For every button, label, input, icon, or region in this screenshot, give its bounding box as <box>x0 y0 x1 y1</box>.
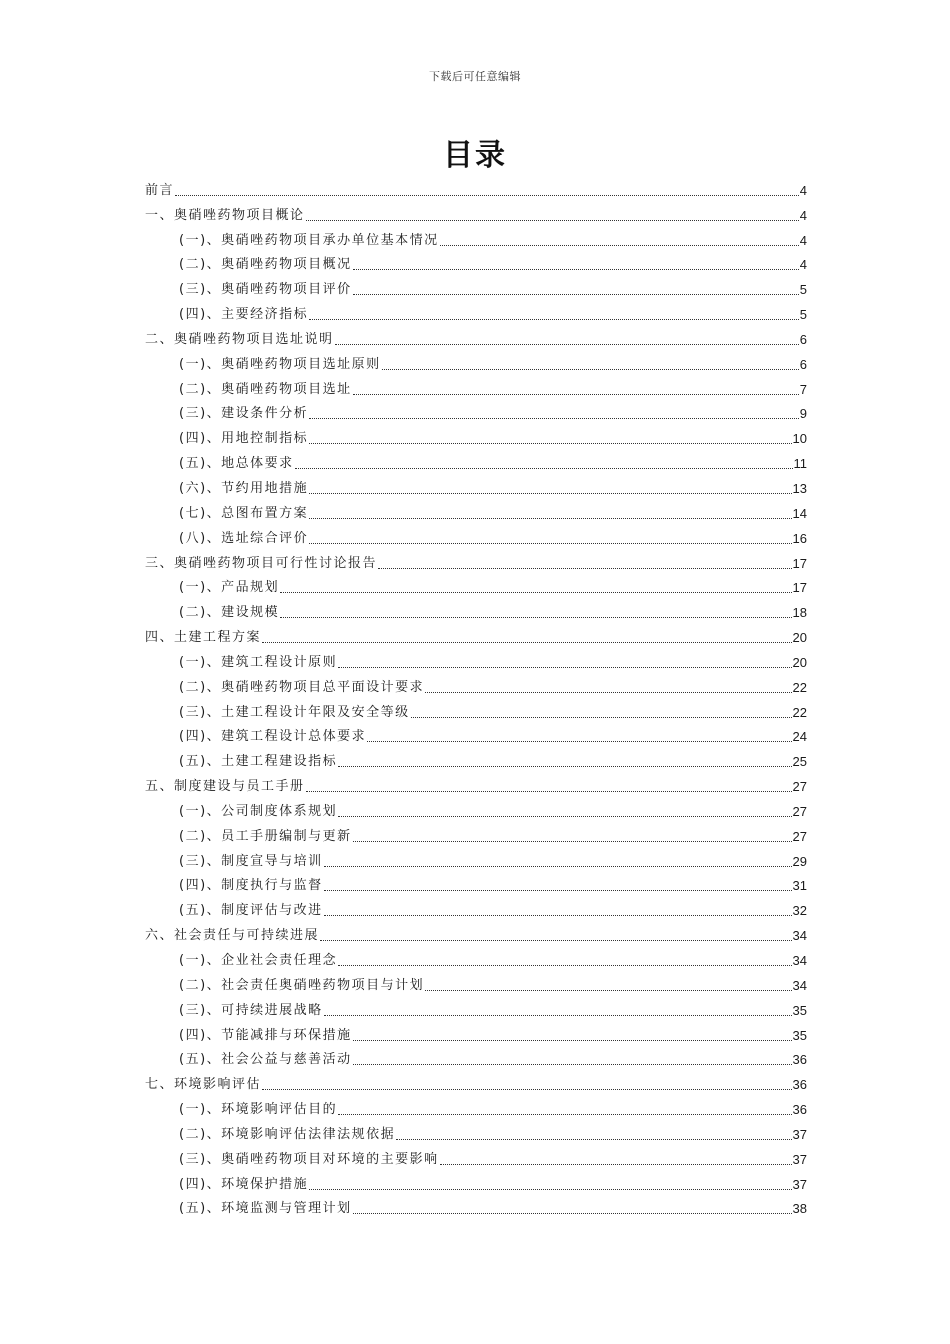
toc-dot-leader <box>396 1139 791 1140</box>
toc-dot-leader <box>335 344 799 345</box>
toc-entry-page-number: 37 <box>792 1151 807 1167</box>
toc-entry-label: 二、奥硝唑药物项目选址说明 <box>145 331 334 347</box>
toc-entry[interactable] <box>145 250 807 275</box>
toc-entry-label: 六、社会责任与可持续进展 <box>145 928 320 944</box>
toc-entry[interactable] <box>145 771 807 796</box>
toc-entry-label: (二)、建设规模 <box>179 605 280 621</box>
toc-entry[interactable] <box>145 374 807 399</box>
toc-entry[interactable] <box>145 448 807 473</box>
toc-entry-label: (一)、奥硝唑药物项目选址原则 <box>179 356 381 372</box>
toc-entry-label: (八)、选址综合评价 <box>179 530 309 546</box>
toc-entry-page-number: 18 <box>792 605 807 621</box>
toc-entry[interactable] <box>145 1119 807 1144</box>
toc-entry[interactable] <box>145 622 807 647</box>
toc-dot-leader <box>440 1164 792 1165</box>
toc-entry-page-number: 34 <box>792 977 807 993</box>
toc-dot-leader <box>338 766 791 767</box>
toc-entry-page-number: 17 <box>792 580 807 596</box>
toc-entry-label: 前言 <box>145 182 175 198</box>
table-of-contents <box>145 175 807 1218</box>
toc-entry[interactable] <box>145 895 807 920</box>
toc-dot-leader <box>353 841 792 842</box>
toc-entry-label: (一)、环境影响评估目的 <box>179 1102 338 1118</box>
toc-entry[interactable] <box>145 399 807 424</box>
toc-entry[interactable] <box>145 995 807 1020</box>
toc-entry-label: (五)、土建工程建设指标 <box>179 754 338 770</box>
toc-entry-label: (一)、产品规划 <box>179 580 280 596</box>
toc-entry[interactable] <box>145 1094 807 1119</box>
toc-entry-page-number: 29 <box>792 853 807 869</box>
toc-entry[interactable] <box>145 225 807 250</box>
toc-entry-page-number: 32 <box>792 903 807 919</box>
toc-entry-page-number: 37 <box>792 1176 807 1192</box>
toc-dot-leader <box>411 717 792 718</box>
toc-dot-leader <box>338 667 791 668</box>
toc-entry[interactable] <box>145 1045 807 1070</box>
toc-entry-label: (四)、用地控制指标 <box>179 431 309 447</box>
toc-entry-page-number: 4 <box>799 182 807 198</box>
toc-entry[interactable] <box>145 722 807 747</box>
toc-entry-label: (一)、公司制度体系规划 <box>179 803 338 819</box>
toc-entry-label: (四)、主要经济指标 <box>179 307 309 323</box>
toc-entry[interactable] <box>145 523 807 548</box>
toc-entry-label: (五)、地总体要求 <box>179 456 294 472</box>
toc-entry-page-number: 4 <box>799 207 807 223</box>
toc-entry-page-number: 20 <box>792 630 807 646</box>
toc-dot-leader <box>338 1114 791 1115</box>
toc-entry[interactable] <box>145 672 807 697</box>
toc-dot-leader <box>306 791 792 792</box>
toc-dot-leader <box>262 642 792 643</box>
toc-entry-page-number: 10 <box>792 431 807 447</box>
toc-entry-label: (四)、节能减排与环保措施 <box>179 1027 352 1043</box>
toc-entry-label: (五)、制度评估与改进 <box>179 903 323 919</box>
toc-entry-page-number: 20 <box>792 654 807 670</box>
toc-entry-page-number: 14 <box>792 505 807 521</box>
toc-entry-page-number: 27 <box>792 803 807 819</box>
toc-entry-label: (一)、企业社会责任理念 <box>179 953 338 968</box>
toc-entry[interactable] <box>145 1069 807 1094</box>
toc-dot-leader <box>309 443 791 444</box>
toc-entry[interactable] <box>145 573 807 598</box>
toc-dot-leader <box>425 990 791 991</box>
toc-entry[interactable] <box>145 821 807 846</box>
toc-dot-leader <box>382 369 799 370</box>
toc-entry-label: (二)、环境影响评估法律法规依据 <box>179 1126 396 1142</box>
toc-entry-label: (二)、奥硝唑药物项目概况 <box>179 257 352 273</box>
toc-dot-leader <box>324 890 792 891</box>
toc-entry-page-number: 27 <box>792 779 807 795</box>
toc-entry-page-number: 37 <box>792 1126 807 1142</box>
toc-entry-label: (七)、总图布置方案 <box>179 505 309 521</box>
toc-entry-page-number: 5 <box>799 307 807 323</box>
toc-entry-label: (二)、奥硝唑药物项目选址 <box>179 381 352 397</box>
toc-entry[interactable] <box>145 200 807 225</box>
toc-entry-label: (四)、建筑工程设计总体要求 <box>179 729 367 745</box>
toc-dot-leader <box>309 543 791 544</box>
toc-entry-page-number: 22 <box>792 679 807 695</box>
toc-entry[interactable] <box>145 871 807 896</box>
toc-entry-page-number: 11 <box>793 456 807 472</box>
toc-entry[interactable] <box>145 945 807 970</box>
toc-dot-leader <box>367 741 791 742</box>
toc-entry[interactable] <box>145 697 807 722</box>
toc-entry-page-number: 16 <box>792 530 807 546</box>
toc-entry-label: (二)、奥硝唑药物项目总平面设计要求 <box>179 679 425 695</box>
toc-entry-label: (三)、土建工程设计年限及安全等级 <box>179 704 410 720</box>
toc-dot-leader <box>280 617 791 618</box>
toc-entry-page-number: 36 <box>792 1102 807 1118</box>
toc-dot-leader <box>262 1089 792 1090</box>
toc-entry-label: (五)、环境监测与管理计划 <box>179 1201 352 1217</box>
toc-entry[interactable] <box>145 970 807 995</box>
toc-entry-page-number: 35 <box>792 1002 807 1018</box>
toc-entry-page-number: 27 <box>792 828 807 844</box>
toc-entry-page-number: 36 <box>792 1052 807 1068</box>
toc-dot-leader <box>353 1213 792 1214</box>
toc-dot-leader <box>309 518 791 519</box>
toc-entry[interactable] <box>145 597 807 622</box>
toc-dot-leader <box>309 418 799 419</box>
toc-entry[interactable] <box>145 498 807 523</box>
toc-entry-label: (五)、社会公益与慈善活动 <box>179 1052 352 1068</box>
toc-dot-leader <box>338 816 791 817</box>
toc-entry-label: (六)、节约用地措施 <box>179 480 309 496</box>
toc-entry-page-number: 31 <box>792 878 807 894</box>
toc-entry-page-number: 22 <box>792 704 807 720</box>
toc-entry-label: (二)、社会责任奥硝唑药物项目与计划 <box>179 977 425 993</box>
page-title: 目录 <box>443 138 507 173</box>
toc-dot-leader <box>280 592 791 593</box>
toc-entry[interactable] <box>145 1020 807 1045</box>
toc-entry-label: 四、土建工程方案 <box>145 630 262 646</box>
toc-entry[interactable] <box>145 324 807 349</box>
toc-dot-leader <box>309 1189 791 1190</box>
toc-entry-page-number: 4 <box>799 257 807 273</box>
toc-entry-page-number: 6 <box>799 331 807 347</box>
toc-entry-label: (三)、奥硝唑药物项目对环境的主要影响 <box>179 1151 439 1167</box>
toc-entry[interactable] <box>145 175 807 200</box>
toc-entry-label: (一)、奥硝唑药物项目承办单位基本情况 <box>179 232 439 248</box>
toc-entry-label: 五、制度建设与员工手册 <box>145 779 305 795</box>
toc-entry-page-number: 6 <box>799 356 807 372</box>
toc-dot-leader <box>324 1015 792 1016</box>
toc-entry-page-number: 34 <box>792 953 807 968</box>
toc-entry-label: 七、环境影响评估 <box>145 1077 262 1093</box>
toc-entry[interactable] <box>145 1194 807 1219</box>
toc-entry[interactable] <box>145 746 807 771</box>
toc-entry-label: (三)、建设条件分析 <box>179 406 309 422</box>
toc-entry[interactable] <box>145 920 807 945</box>
toc-entry-label: (三)、奥硝唑药物项目评价 <box>179 282 352 298</box>
toc-entry-label: (三)、可持续进展战略 <box>179 1002 323 1018</box>
toc-entry[interactable] <box>145 846 807 871</box>
toc-dot-leader <box>309 493 791 494</box>
header-note: 下载后可任意编辑 <box>429 70 521 83</box>
toc-entry[interactable] <box>145 423 807 448</box>
toc-dot-leader <box>353 269 799 270</box>
toc-dot-leader <box>353 1040 792 1041</box>
toc-entry-page-number: 38 <box>792 1201 807 1217</box>
toc-dot-leader <box>338 965 791 966</box>
toc-entry-label: (三)、制度宣导与培训 <box>179 853 323 869</box>
toc-entry-page-number: 24 <box>792 729 807 745</box>
toc-dot-leader <box>353 294 799 295</box>
toc-entry-label: (二)、员工手册编制与更新 <box>179 828 352 844</box>
toc-dot-leader <box>324 915 792 916</box>
toc-entry-page-number: 17 <box>792 555 807 571</box>
toc-entry[interactable] <box>145 1169 807 1194</box>
toc-entry-page-number: 5 <box>799 282 807 298</box>
toc-entry-page-number: 4 <box>799 232 807 248</box>
toc-entry[interactable] <box>145 349 807 374</box>
toc-dot-leader <box>306 220 799 221</box>
toc-entry[interactable] <box>145 548 807 573</box>
toc-dot-leader <box>353 1064 792 1065</box>
toc-entry[interactable] <box>145 274 807 299</box>
toc-dot-leader <box>425 692 791 693</box>
toc-entry-page-number: 7 <box>799 381 807 397</box>
toc-dot-leader <box>440 245 799 246</box>
toc-entry[interactable] <box>145 473 807 498</box>
toc-entry-page-number: 25 <box>792 754 807 770</box>
toc-entry-label: 三、奥硝唑药物项目可行性讨论报告 <box>145 555 378 571</box>
toc-entry-page-number: 13 <box>792 480 807 496</box>
toc-entry-page-number: 36 <box>792 1077 807 1093</box>
toc-entry-page-number: 35 <box>792 1027 807 1043</box>
toc-dot-leader <box>175 195 799 196</box>
toc-entry[interactable] <box>145 796 807 821</box>
toc-dot-leader <box>353 394 799 395</box>
toc-entry-label: (四)、环境保护措施 <box>179 1176 309 1192</box>
toc-entry[interactable] <box>145 299 807 324</box>
toc-dot-leader <box>295 468 793 469</box>
toc-entry[interactable] <box>145 1144 807 1169</box>
toc-entry-label: 一、奥硝唑药物项目概论 <box>145 207 305 223</box>
toc-entry-page-number: 34 <box>792 928 807 944</box>
toc-dot-leader <box>309 319 799 320</box>
toc-dot-leader <box>324 866 792 867</box>
toc-entry-page-number: 9 <box>799 406 807 422</box>
toc-dot-leader <box>378 568 792 569</box>
toc-entry[interactable] <box>145 647 807 672</box>
toc-entry-label: (一)、建筑工程设计原则 <box>179 654 338 670</box>
toc-entry-label: (四)、制度执行与监督 <box>179 878 323 894</box>
toc-dot-leader <box>320 940 792 941</box>
